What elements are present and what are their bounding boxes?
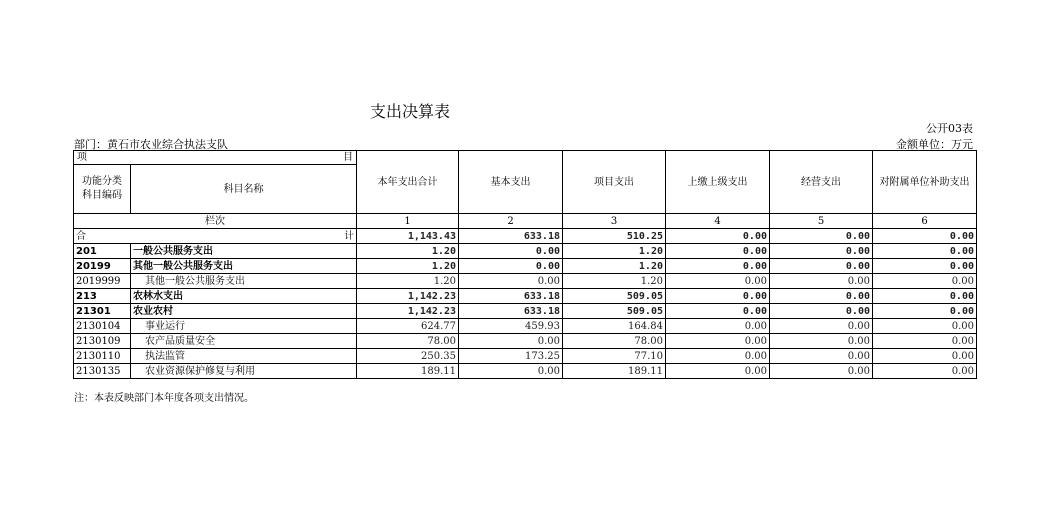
row-name: 事业运行 — [131, 319, 357, 334]
col-no: 2 — [459, 214, 563, 229]
row-value: 0.00 — [459, 259, 563, 274]
code-header: 功能分类 科目编码 — [74, 165, 131, 214]
table-row — [74, 244, 977, 259]
table-row — [74, 334, 977, 349]
row-value: 0.00 — [770, 319, 873, 334]
row-value: 250.35 — [357, 349, 459, 364]
row-value: 0.00 — [873, 304, 977, 319]
row-value: 1.20 — [357, 274, 459, 289]
total-value: 0.00 — [666, 229, 770, 244]
total-value: 0.00 — [770, 229, 873, 244]
total-label-cell — [74, 229, 357, 244]
row-value: 633.18 — [459, 289, 563, 304]
row-value: 77.10 — [563, 349, 666, 364]
row-code: 21301 — [74, 304, 131, 319]
row-value: 0.00 — [666, 304, 770, 319]
total-right-label: 计 — [344, 230, 354, 242]
row-value: 1,142.23 — [357, 289, 459, 304]
row-value: 0.00 — [873, 364, 977, 379]
footnote: 注：本表反映部门本年度各项支出情况。 — [74, 393, 254, 404]
row-code: 2130104 — [74, 319, 131, 334]
col-no: 4 — [666, 214, 770, 229]
row-value: 1.20 — [357, 259, 459, 274]
col-no: 6 — [873, 214, 977, 229]
row-value: 0.00 — [666, 274, 770, 289]
row-value: 0.00 — [873, 259, 977, 274]
total-row — [74, 229, 977, 244]
name-header: 科目名称 — [131, 165, 357, 214]
row-value: 0.00 — [770, 244, 873, 259]
expenditure-table — [73, 150, 977, 379]
row-value: 0.00 — [666, 244, 770, 259]
row-name: 其他一般公共服务支出 — [131, 259, 357, 274]
row-value: 0.00 — [459, 334, 563, 349]
row-code: 20199 — [74, 259, 131, 274]
row-code: 2019999 — [74, 274, 131, 289]
row-name: 其他一般公共服务支出 — [131, 274, 357, 289]
row-value: 78.00 — [357, 334, 459, 349]
row-value: 509.05 — [563, 304, 666, 319]
row-name: 农业资源保护修复与利用 — [131, 364, 357, 379]
row-value: 0.00 — [459, 364, 563, 379]
column-header: 本年支出合计 — [357, 151, 459, 214]
row-value: 1.20 — [563, 244, 666, 259]
column-header: 项目支出 — [563, 151, 666, 214]
row-name: 农产品质量安全 — [131, 334, 357, 349]
col-no: 1 — [357, 214, 459, 229]
row-value: 0.00 — [459, 244, 563, 259]
row-value: 509.05 — [563, 289, 666, 304]
row-value: 0.00 — [770, 334, 873, 349]
row-value: 0.00 — [873, 334, 977, 349]
row-value: 0.00 — [666, 349, 770, 364]
row-code: 2130109 — [74, 334, 131, 349]
column-header: 经营支出 — [770, 151, 873, 214]
row-value: 0.00 — [770, 349, 873, 364]
col-no: 3 — [563, 214, 666, 229]
row-value: 0.00 — [770, 259, 873, 274]
row-value: 633.18 — [459, 304, 563, 319]
table-row — [74, 349, 977, 364]
total-value: 510.25 — [563, 229, 666, 244]
amount-unit-label: 金额单位：万元 — [896, 138, 973, 151]
column-header: 对附属单位补助支出 — [873, 151, 977, 214]
table-row — [74, 289, 977, 304]
table-row — [74, 304, 977, 319]
table-row — [74, 364, 977, 379]
row-value: 164.84 — [563, 319, 666, 334]
row-value: 0.00 — [873, 349, 977, 364]
row-value: 0.00 — [459, 274, 563, 289]
row-code: 2130135 — [74, 364, 131, 379]
row-value: 0.00 — [666, 364, 770, 379]
row-value: 0.00 — [770, 364, 873, 379]
row-value: 0.00 — [666, 334, 770, 349]
row-value: 0.00 — [666, 259, 770, 274]
item-left-label: 项 — [77, 152, 87, 163]
row-value: 0.00 — [770, 289, 873, 304]
row-value: 459.93 — [459, 319, 563, 334]
row-value: 624.77 — [357, 319, 459, 334]
row-value: 173.25 — [459, 349, 563, 364]
row-code: 213 — [74, 289, 131, 304]
row-value: 78.00 — [563, 334, 666, 349]
table-row — [74, 319, 977, 334]
row-value: 189.11 — [563, 364, 666, 379]
row-value: 1.20 — [563, 274, 666, 289]
row-value: 0.00 — [770, 304, 873, 319]
item-header-cell — [74, 151, 357, 165]
row-name: 农林水支出 — [131, 289, 357, 304]
table-row — [74, 274, 977, 289]
total-left-label: 合 — [76, 230, 86, 242]
row-value: 0.00 — [873, 274, 977, 289]
total-value: 1,143.43 — [357, 229, 459, 244]
row-value: 0.00 — [873, 244, 977, 259]
row-value: 1.20 — [563, 259, 666, 274]
row-value: 0.00 — [666, 319, 770, 334]
total-value: 633.18 — [459, 229, 563, 244]
row-value: 0.00 — [873, 319, 977, 334]
row-name: 农业农村 — [131, 304, 357, 319]
row-value: 0.00 — [770, 274, 873, 289]
table-number: 公开03表 — [926, 122, 973, 135]
row-value: 1,142.23 — [357, 304, 459, 319]
column-header: 上缴上级支出 — [666, 151, 770, 214]
row-name: 执法监管 — [131, 349, 357, 364]
table-row — [74, 259, 977, 274]
row-value: 0.00 — [666, 289, 770, 304]
report-title: 支出决算表 — [369, 102, 450, 121]
row-code: 201 — [74, 244, 131, 259]
row-value: 1.20 — [357, 244, 459, 259]
column-header: 基本支出 — [459, 151, 563, 214]
total-value: 0.00 — [873, 229, 977, 244]
col-no-label: 栏次 — [74, 214, 357, 229]
col-no: 5 — [770, 214, 873, 229]
department-label: 部门：黄石市农业综合执法支队 — [74, 138, 228, 151]
row-value: 189.11 — [357, 364, 459, 379]
row-value: 0.00 — [873, 289, 977, 304]
item-right-label: 目 — [343, 152, 353, 163]
row-name: 一般公共服务支出 — [131, 244, 357, 259]
row-code: 2130110 — [74, 349, 131, 364]
